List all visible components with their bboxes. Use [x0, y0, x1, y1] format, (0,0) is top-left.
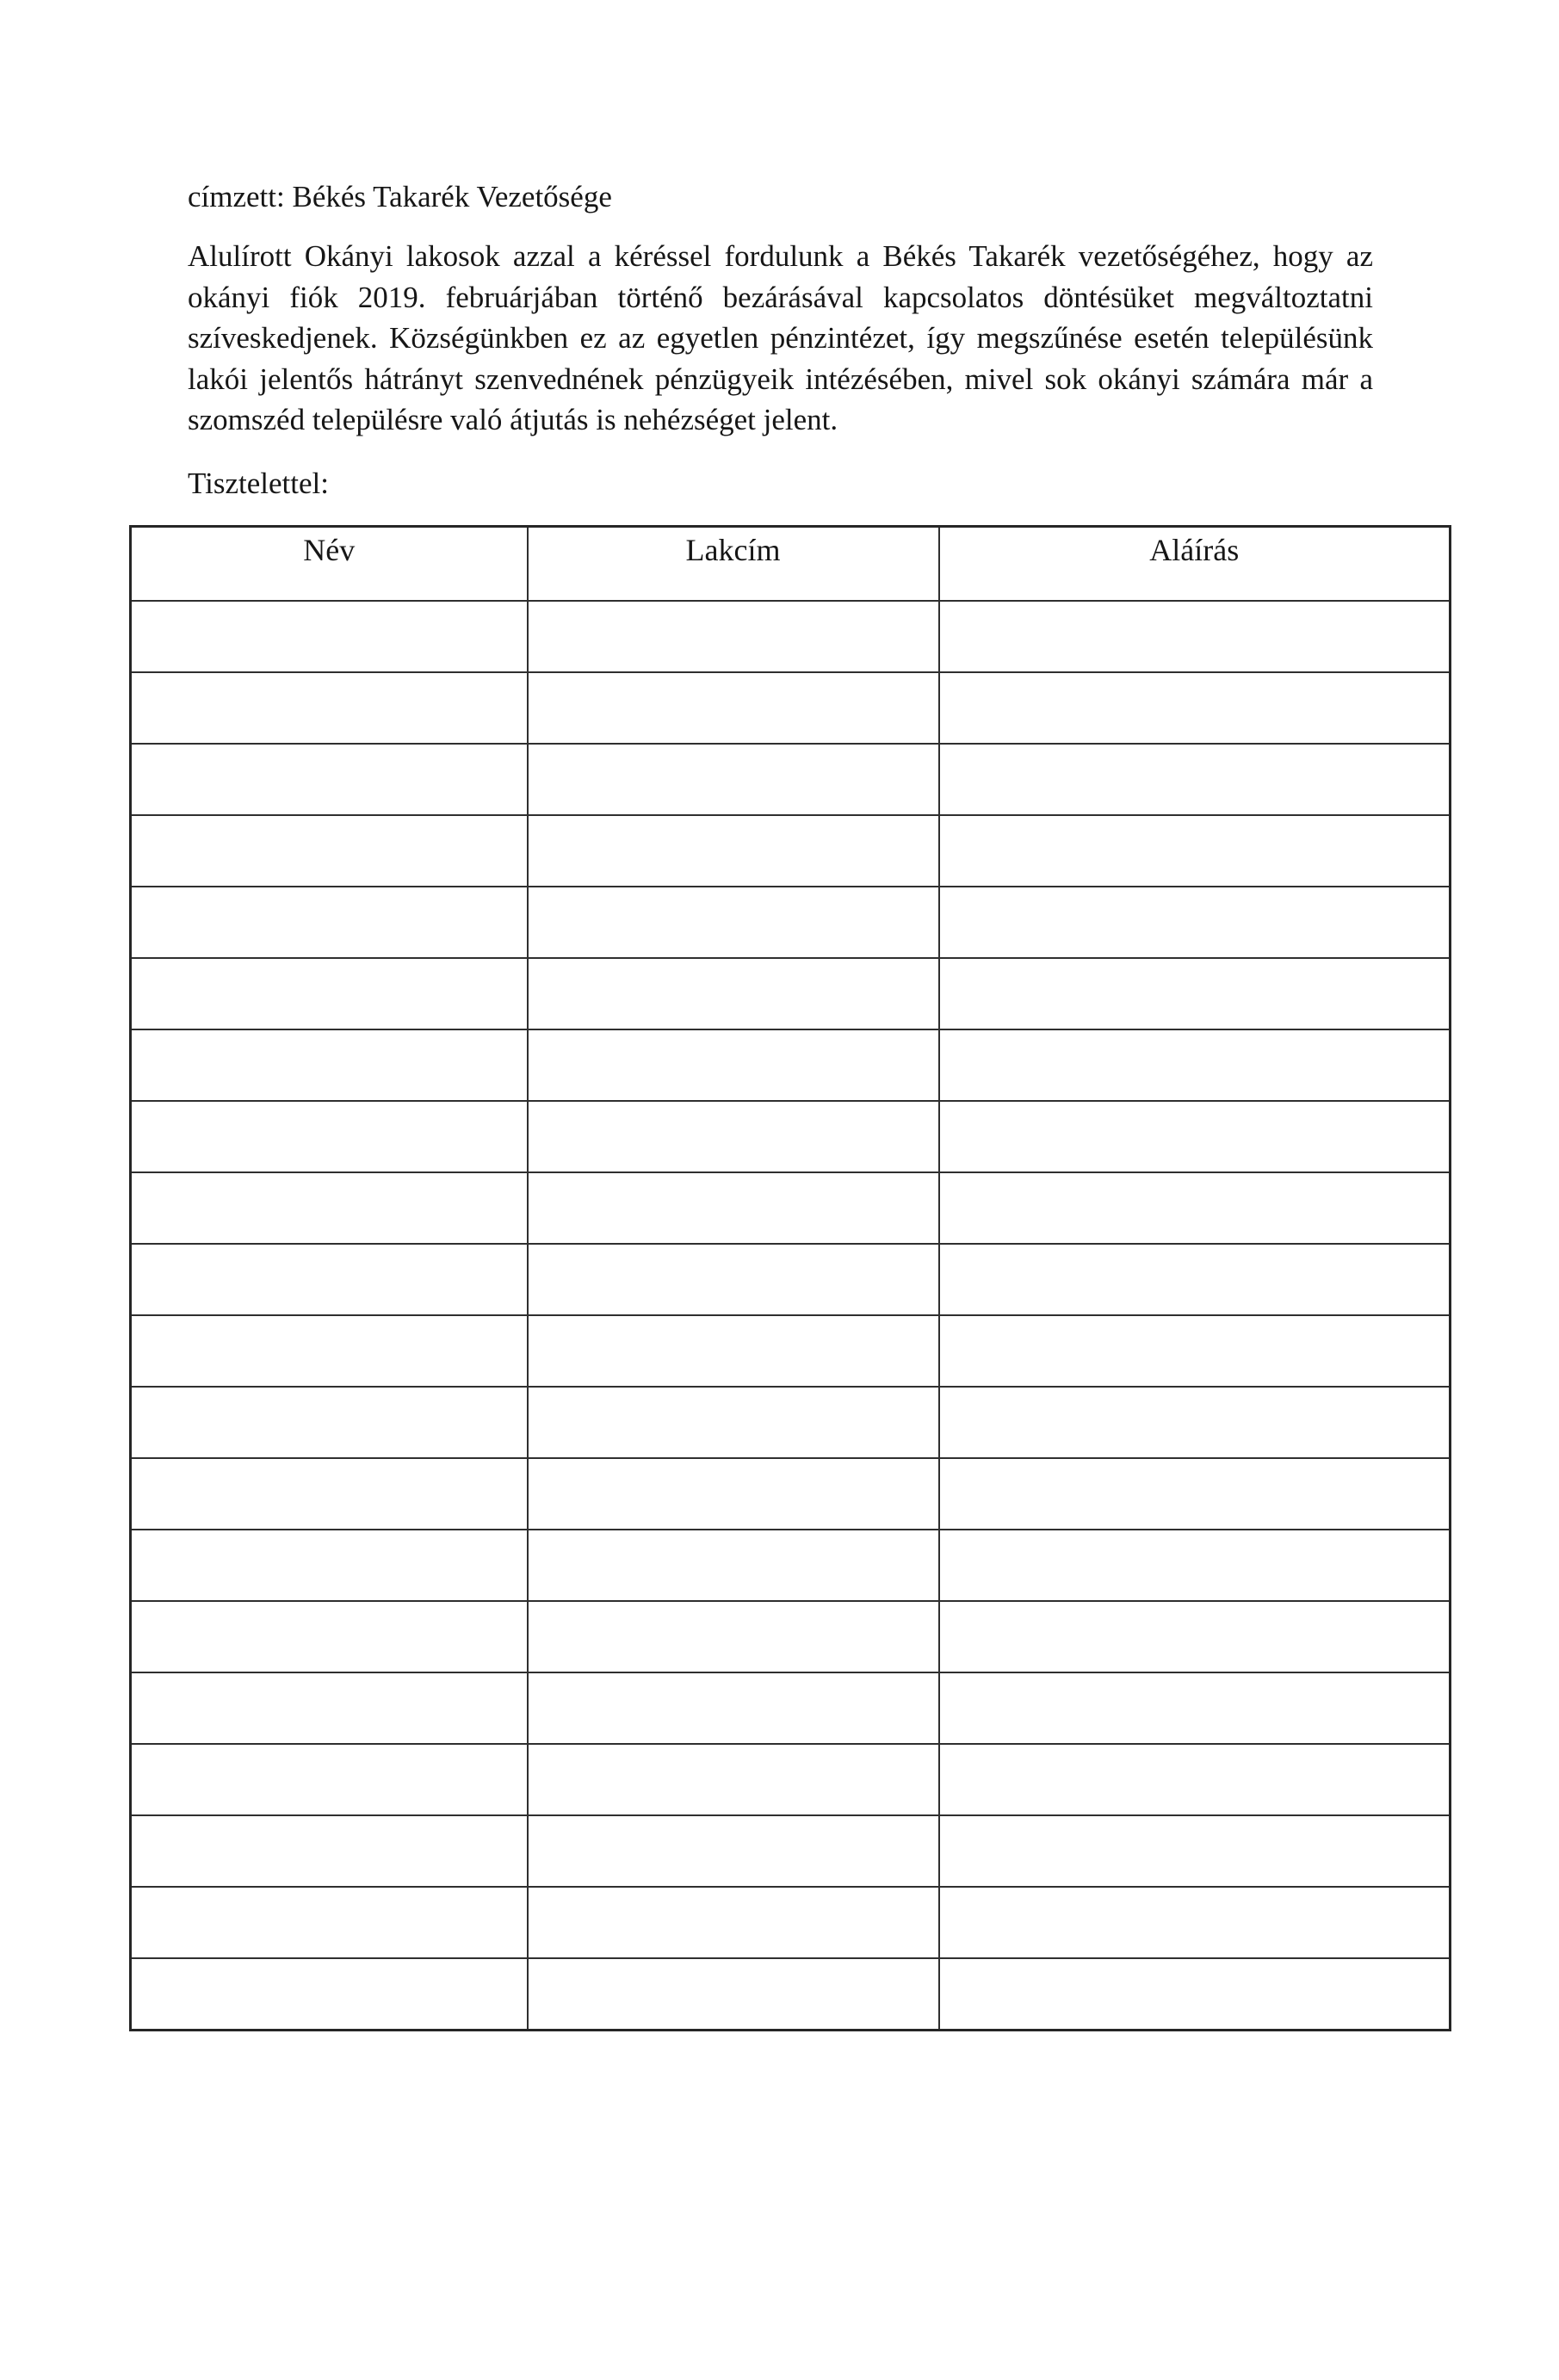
cell-lakcim [528, 958, 939, 1029]
table-row [131, 1315, 1451, 1387]
cell-nev [131, 1315, 528, 1387]
cell-lakcim [528, 887, 939, 958]
cell-lakcim [528, 1672, 939, 1744]
cell-alairas [939, 958, 1451, 1029]
cell-nev [131, 1601, 528, 1672]
table-row [131, 1672, 1451, 1744]
table-row [131, 1958, 1451, 2031]
cell-lakcim [528, 815, 939, 887]
document-page [0, 176, 1559, 2380]
cell-alairas [939, 601, 1451, 672]
cell-alairas [939, 1672, 1451, 1744]
cell-lakcim [528, 601, 939, 672]
addressee-line: címzett: Békés Takarék Vezetősége [188, 180, 612, 213]
cell-nev [131, 1958, 528, 2031]
table-row [131, 1172, 1451, 1244]
cell-nev [131, 1101, 528, 1172]
cell-lakcim [528, 1387, 939, 1458]
cell-lakcim [528, 1530, 939, 1601]
cell-nev [131, 1458, 528, 1530]
cell-lakcim [528, 1744, 939, 1815]
signature-table [129, 525, 1451, 2031]
cell-alairas [939, 1029, 1451, 1101]
cell-nev [131, 744, 528, 815]
table-row [131, 1387, 1451, 1458]
paragraph-line-2: okányi fiók 2019. februárjában történő bezárásával kapcsolatos döntésüket megváltoztatni [188, 280, 1373, 314]
table-row [131, 744, 1451, 815]
cell-alairas [939, 815, 1451, 887]
cell-lakcim [528, 1601, 939, 1672]
cell-alairas [939, 1744, 1451, 1815]
cell-alairas [939, 1887, 1451, 1958]
cell-nev [131, 1244, 528, 1315]
table-row [131, 815, 1451, 887]
table-row [131, 887, 1451, 958]
table-header-row [131, 526, 1451, 601]
cell-nev [131, 1530, 528, 1601]
closing-line: Tisztelettel: [188, 466, 329, 500]
table-row [131, 601, 1451, 672]
cell-alairas [939, 672, 1451, 744]
cell-lakcim [528, 1029, 939, 1101]
cell-alairas [939, 1172, 1451, 1244]
table-row [131, 1601, 1451, 1672]
cell-lakcim [528, 1244, 939, 1315]
table-row [131, 958, 1451, 1029]
cell-alairas [939, 744, 1451, 815]
table-row [131, 1887, 1451, 1958]
column-header-nev: Név [131, 526, 528, 601]
cell-lakcim [528, 1958, 939, 2031]
cell-alairas [939, 1101, 1451, 1172]
table-row [131, 1244, 1451, 1315]
cell-lakcim [528, 1887, 939, 1958]
cell-alairas [939, 1458, 1451, 1530]
cell-alairas [939, 887, 1451, 958]
cell-nev [131, 1672, 528, 1744]
table-row [131, 1744, 1451, 1815]
paragraph-line-3: szíveskedjenek. Községünkben ez az egyetlen pénzintézet, így megszűnése esetén településünk [188, 321, 1373, 355]
table-row [131, 1101, 1451, 1172]
cell-alairas [939, 1244, 1451, 1315]
cell-nev [131, 1744, 528, 1815]
column-header-lakcim: Lakcím [528, 526, 939, 601]
cell-lakcim [528, 1458, 939, 1530]
cell-nev [131, 672, 528, 744]
cell-alairas [939, 1315, 1451, 1387]
cell-alairas [939, 1601, 1451, 1672]
cell-nev [131, 1029, 528, 1101]
paragraph-line-1: Alulírott Okányi lakosok azzal a kéréssel fordulunk a Békés Takarék vezetőségéhez, hogy az [188, 239, 1373, 273]
cell-alairas [939, 1958, 1451, 2031]
table-row [131, 1530, 1451, 1601]
petition-paragraph [188, 236, 1373, 441]
table-row [131, 1815, 1451, 1887]
cell-nev [131, 958, 528, 1029]
cell-alairas [939, 1387, 1451, 1458]
cell-nev [131, 887, 528, 958]
cell-lakcim [528, 744, 939, 815]
table-row [131, 1458, 1451, 1530]
cell-nev [131, 1815, 528, 1887]
table-row [131, 1029, 1451, 1101]
cell-nev [131, 1887, 528, 1958]
cell-alairas [939, 1815, 1451, 1887]
table-row [131, 672, 1451, 744]
cell-lakcim [528, 672, 939, 744]
cell-lakcim [528, 1101, 939, 1172]
cell-lakcim [528, 1315, 939, 1387]
cell-nev [131, 815, 528, 887]
paragraph-line-4: lakói jelentős hátrányt szenvednének pénzügyeik intézésében, mivel sok okányi számára már a [188, 362, 1373, 396]
cell-nev [131, 1172, 528, 1244]
paragraph-line-5: szomszéd településre való átjutás is nehézséget jelent. [188, 403, 838, 436]
cell-alairas [939, 1530, 1451, 1601]
cell-nev [131, 601, 528, 672]
cell-lakcim [528, 1172, 939, 1244]
column-header-alairas: Aláírás [939, 526, 1451, 601]
cell-nev [131, 1387, 528, 1458]
cell-lakcim [528, 1815, 939, 1887]
